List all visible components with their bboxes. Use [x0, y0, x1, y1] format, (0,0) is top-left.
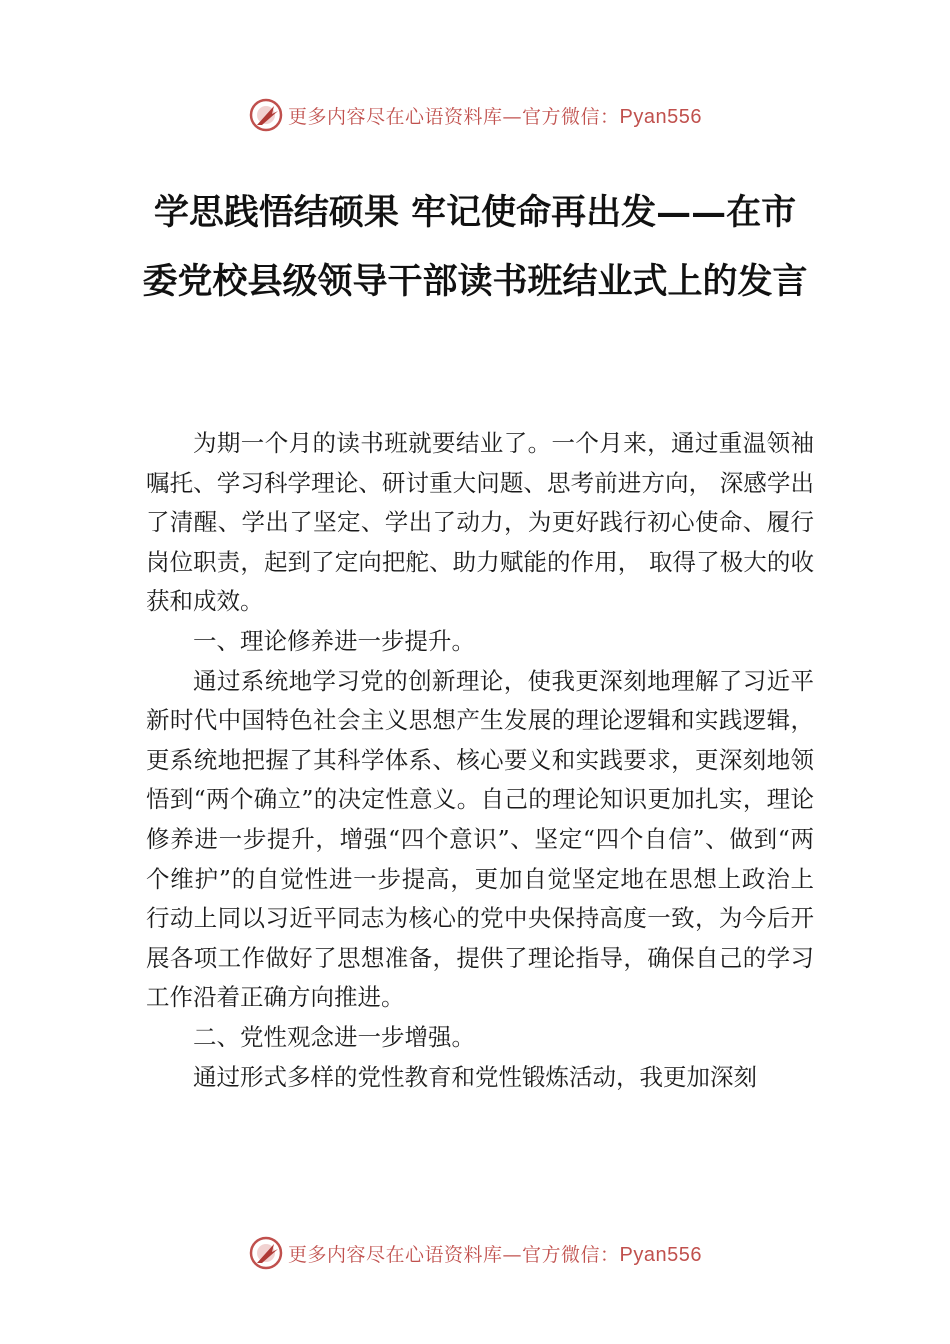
- watermark-header: [0, 95, 950, 135]
- watermark-text: 更多内容尽在心语资料库—官方微信：Pyan556: [288, 1243, 702, 1266]
- section-heading-2: 二、党性观念进一步增强。: [193, 1022, 475, 1051]
- paragraph-theory: 通过系统地学习党的创新理论，使我更深刻地理解了习近平新时代中国特色社会主义思想产生发展的理论逻辑和实践逻辑，更系统地把握了其科学体系、核心要义和实践要求，更深刻地领悟到“两个确立”的决定性意义。自己的理论知识更加扎实，理论修养进一步提升，增强“四个意识”、坚定“四个自信”、做到“两个维护”的自觉性进一步提高，更加自觉坚定地在思想上政治上行动上同以习近平同志为核心的党中央保持高度一致，为今后开展各项工作做好了思想准备，提供了理论指导，确保自己的学习工作沿着正确方向推进。: [146, 666, 814, 1012]
- wechat-id: Pyan556: [619, 1243, 702, 1266]
- watermark-text: 更多内容尽在心语资料库—官方微信：Pyan556: [288, 105, 702, 128]
- wechat-id: Pyan556: [619, 105, 702, 128]
- quill-logo-icon: [248, 1235, 284, 1271]
- document-title: 学思践悟结硕果 牢记使命再出发——在市委党校县级领导干部读书班结业式上的发言: [142, 192, 808, 302]
- paragraph-intro: 为期一个月的读书班就要结业了。一个月来，通过重温领袖嘱托、学习科学理论、研讨重大问题、思考前进方向， 深感学出了清醒、学出了坚定、学出了动力，为更好践行初心使命、履行岗位职责，起到了定向把舵、助力赋能的作用， 取得了极大的收获和成效。: [146, 429, 814, 616]
- watermark-footer: [0, 1233, 950, 1273]
- section-heading-1: 一、理论修养进一步提升。: [193, 626, 475, 655]
- document-body: [146, 424, 814, 1097]
- quill-logo-icon: [248, 97, 284, 133]
- paragraph-party-spirit: 通过形式多样的党性教育和党性锻炼活动，我更加深刻: [193, 1062, 757, 1091]
